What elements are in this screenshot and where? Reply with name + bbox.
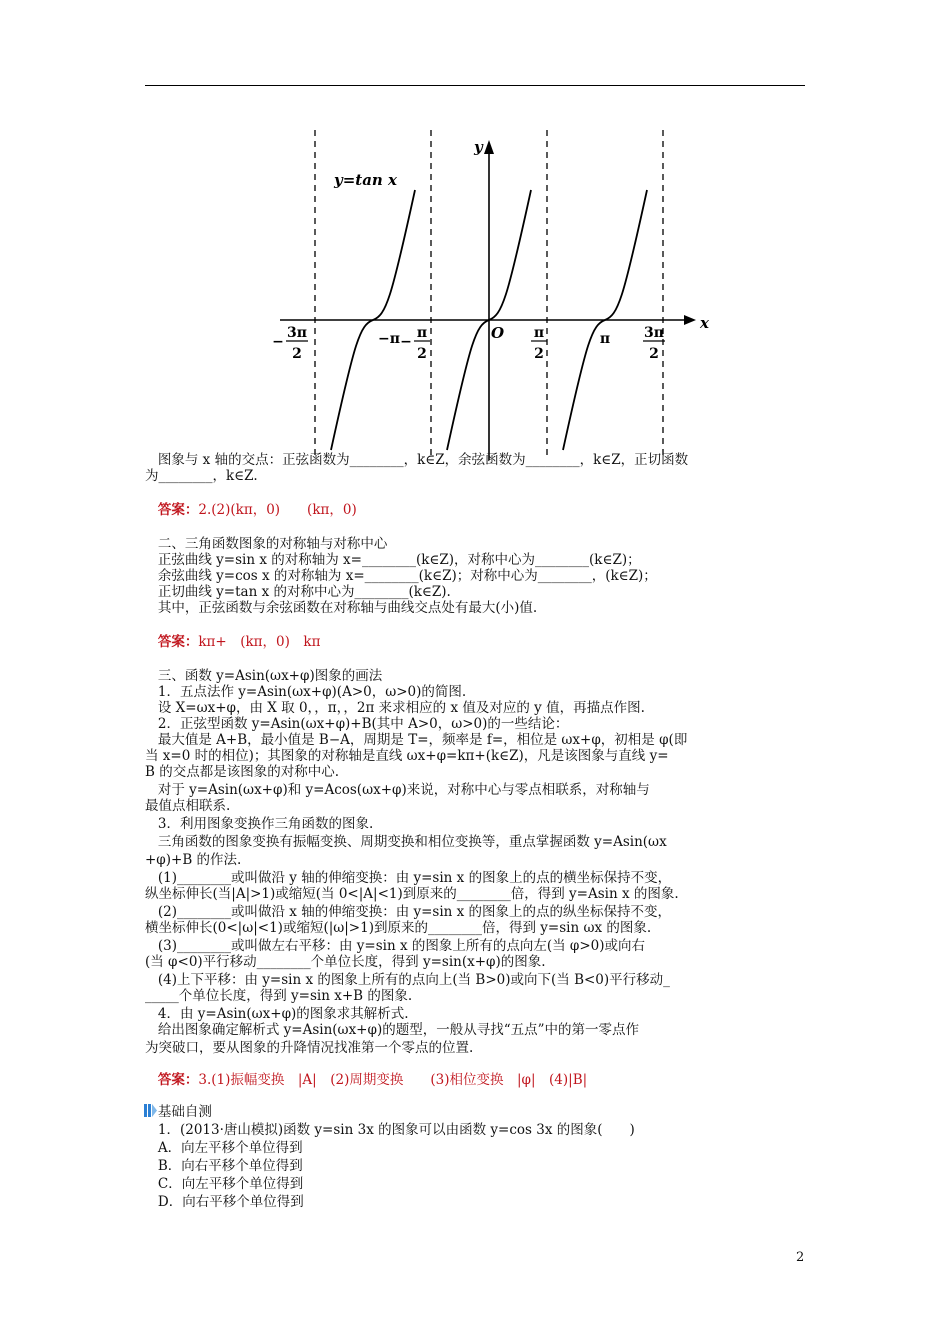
text-line: 横坐标伸长(0<|ω|<1)或缩短(|ω|>1)到原来的________倍，得到 y=sin ωx 的图象. xyxy=(145,920,652,936)
question-stem: 1．(2013·唐山模拟)函数 y=sin 3x 的图象可以由函数 y=cos 3x 的图象( ) xyxy=(145,1122,635,1138)
text-line: 图象与 x 轴的交点：正弦函数为________，k∈Z，余弦函数为________，k∈Z，正切函数 xyxy=(145,452,689,468)
text-line: 为________，k∈Z. xyxy=(145,468,258,484)
section-heading: 基础自测 xyxy=(145,1104,212,1120)
text-line: 纵坐标伸长(当|A|>1)或缩短(当 0<|A|<1)到原来的________倍，得到 y=Asin x 的图象. xyxy=(145,886,679,902)
option-c: C．向左平移个单位得到 xyxy=(145,1176,304,1192)
text-line: _____个单位长度，得到 y=sin x+B 的图象. xyxy=(145,988,413,1004)
tick-pi2-num: π xyxy=(533,325,545,341)
text-line: 正弦曲线 y=sin x 的对称轴为 x=________(k∈Z)，对称中心为________(k∈Z)； xyxy=(145,552,641,568)
text-line: 4．由 y=Asin(ωx+φ)的图象求其解析式. xyxy=(145,1006,409,1022)
svg-text:2: 2 xyxy=(292,346,302,362)
option-d: D．向右平移个单位得到 xyxy=(145,1194,304,1210)
text-line: 正切曲线 y=tan x 的对称中心为________(k∈Z). xyxy=(145,584,451,600)
svg-text:2: 2 xyxy=(534,346,544,362)
tick-neg-pi2-num: π xyxy=(416,325,428,341)
section-heading: 三、函数 y=Asin(ωx+φ)图象的画法 xyxy=(145,668,383,684)
text-line: 最大值是 A+B，最小值是 B−A，周期是 T=，频率是 f=，相位是 ωx+φ，初相是 φ(即 xyxy=(145,732,688,748)
answer-2: 答案：kπ+ (kπ，0) kπ xyxy=(157,634,321,650)
tick-neg-pi: −π xyxy=(378,331,400,347)
answer-3: 答案：3.(1)振幅变换 |A| (2)周期变换 (3)相位变换 |φ| (4)|B| xyxy=(157,1072,588,1088)
svg-text:2: 2 xyxy=(649,346,659,362)
text-line: 2．正弦型函数 y=Asin(ωx+φ)+B(其中 A>0，ω>0)的一些结论： xyxy=(145,716,569,732)
x-axis-label: x xyxy=(700,314,709,332)
header-rule xyxy=(145,85,805,86)
text-line: 给出图象确定解析式 y=Asin(ωx+φ)的题型，一般从寻找“五点”中的第一零点作 xyxy=(145,1022,640,1038)
option-b: B．向右平移个单位得到 xyxy=(145,1158,303,1174)
tan-graph xyxy=(260,130,720,460)
answer-1: 答案：2.(2)(kπ，0) (kπ，0) xyxy=(157,502,357,518)
tick-neg-3pi2-num: 3π xyxy=(287,325,307,341)
origin-label: O xyxy=(491,324,505,342)
section-heading: 二、三角函数图象的对称轴与对称中心 xyxy=(145,536,388,552)
text-line: 其中，正弦函数与余弦函数在对称轴与曲线交点处有最大(小)值. xyxy=(145,600,538,616)
text-line: 1．五点法作 y=Asin(ωx+φ)(A>0，ω>0)的简图. xyxy=(145,684,467,700)
text-line: 对于 y=Asin(ωx+φ)和 y=Acos(ωx+φ)来说，对称中心与零点相联系，对称轴与 xyxy=(145,782,650,798)
svg-text:−: − xyxy=(400,334,412,350)
text-line: 3．利用图象变换作三角函数的图象. xyxy=(145,816,374,832)
text-line: (当 φ<0)平行移动________个单位长度，得到 y=sin(x+φ)的图象. xyxy=(145,954,546,970)
text-line: 余弦曲线 y=cos x 的对称轴为 x=________(k∈Z)；对称中心为________，(k∈Z)； xyxy=(145,568,657,584)
y-axis-label: y xyxy=(474,138,483,156)
text-line: (1)________或叫做沿 y 轴的伸缩变换：由 y=sin x 的图象上的点的横坐标保持不变， xyxy=(145,870,672,886)
text-line: (4)上下平移：由 y=sin x 的图象上所有的点向上(当 B>0)或向下(当 B<0)平行移动_ xyxy=(145,972,670,988)
tick-3pi2-num: 3π xyxy=(644,325,664,341)
text-line: +φ)+B 的作法. xyxy=(145,852,242,868)
option-a: A．向左平移个单位得到 xyxy=(145,1140,303,1156)
text-line: 当 x=0 时的相位)；其图象的对称轴是直线 ωx+φ=kπ+(k∈Z)，凡是该图象与直线 y= xyxy=(145,748,669,764)
svg-text:2: 2 xyxy=(417,346,427,362)
text-line: B 的交点都是该图象的对称中心. xyxy=(145,764,340,780)
text-line: (3)________或叫做左右平移：由 y=sin x 的图象上所有的点向左(当 φ>0)或向右 xyxy=(145,938,646,954)
text-line: 最值点相联系. xyxy=(145,798,231,814)
text-line: 设 X=ωx+φ，由 X 取 0，，π，，2π 来求相应的 x 值及对应的 y 值，再描点作图. xyxy=(145,700,645,716)
page-number: 2 xyxy=(796,1250,805,1265)
func-label: y=tan x xyxy=(334,171,398,189)
text-line: 三角函数的图象变换有振幅变换、周期变换和相位变换等，重点掌握函数 y=Asin(ωx xyxy=(145,834,667,850)
text-line: (2)________或叫做沿 x 轴的伸缩变换：由 y=sin x 的图象上的点的纵坐标保持不变， xyxy=(145,904,672,920)
text-line: 为突破口，要从图象的升降情况找准第一个零点的位置. xyxy=(145,1040,474,1056)
tick-pi: π xyxy=(599,331,611,347)
svg-text:−: − xyxy=(272,334,284,350)
